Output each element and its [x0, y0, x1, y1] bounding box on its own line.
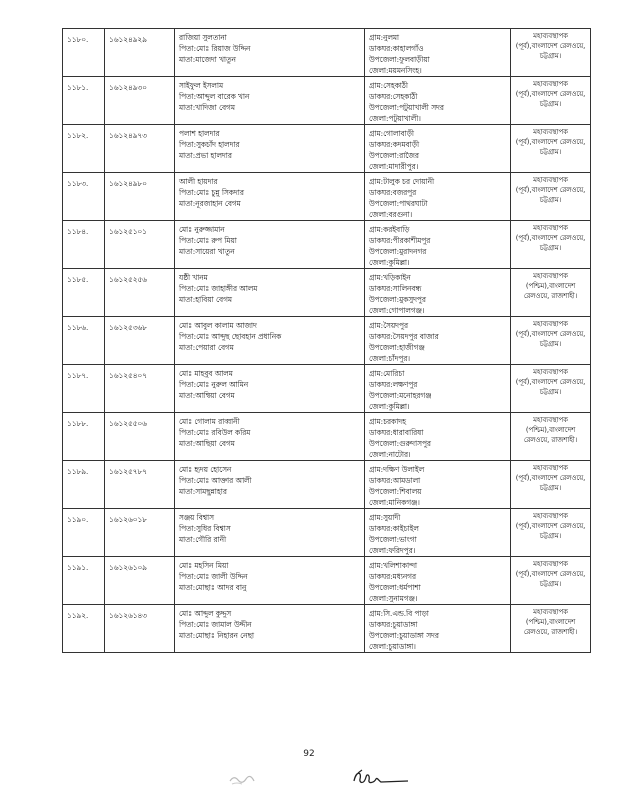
table-row [63, 317, 591, 365]
address-district: জেলা:মাদারীপুর। [369, 162, 419, 171]
candidate-mother: মাতা:সামছুন্নাহার [179, 487, 227, 496]
serial-number: ১১৮৬. [63, 317, 105, 365]
address-upazila: উপজেলা:রাজৈর [369, 151, 419, 160]
posting-office: মহাব্যবস্থাপক (পূর্ব),বাংলাদেশ রেলওয়ে, চট্টগ্রাম। [511, 509, 591, 557]
candidate-father: পিতা:মোঃ রুপ মিয়া [179, 236, 237, 245]
candidate-mother: মাতা:মোছাঃ নিহারন নেছা [179, 631, 255, 640]
roll-number: ১৬১২৪৯২৯ [105, 29, 175, 77]
candidate-father: পিতা:মোঃ আক্তার আলী [179, 476, 252, 485]
address-postoffice: ডাকঘর:আমডালা [369, 476, 421, 485]
candidate-father: পিতা:মোঃ রিয়াজ উদ্দিন [179, 44, 251, 53]
table-row [63, 221, 591, 269]
candidate-father: পিতা:মোঃ রবিউল করিম [179, 428, 251, 437]
roll-number: ১৬১২৬১০৯ [105, 557, 175, 605]
address-upazila: উপজেলা:শিবালয় [369, 487, 422, 496]
address-upazila: উপজেলা:পাথরঘাটা [369, 199, 428, 208]
address-upazila: উপজেলা:ভাংগা [369, 535, 417, 544]
address-upazila: উপজেলা:মনোহরগঞ্জ [369, 391, 432, 400]
candidate-name: মোঃ মহসিন মিয়া [179, 561, 229, 570]
address-postoffice: ডাকঘর:বজরপুর [369, 188, 417, 197]
address-postoffice: ডাকঘর:সৈয়দপুর বাজার [369, 332, 439, 341]
address-postoffice: ডাকঘর:লক্ষণপুর [369, 380, 418, 389]
address-village: গ্রাম:দক্ষিণ উলাইল [369, 465, 425, 474]
roll-number: ১৬১২৪৯৮০ [105, 173, 175, 221]
address-village: গ্রাম:গোলাবাড়ী [369, 129, 414, 138]
address-village: গ্রাম:নুলমা [369, 33, 400, 42]
posting-office: মহাব্যবস্থাপক (পশ্চিম),বাংলাদেশ রেলওয়ে, রাজশাহী। [511, 413, 591, 461]
candidate-name: আলী হায়দার [179, 177, 218, 186]
table-row [63, 461, 591, 509]
address-postoffice: ডাকঘর:চুয়াডাঙ্গা [369, 620, 418, 629]
signature [350, 767, 412, 789]
posting-office: মহাব্যবস্থাপক (পূর্ব),বাংলাদেশ রেলওয়ে, চট্টগ্রাম। [511, 365, 591, 413]
candidate-father: পিতা:সুধির বিশ্বাস [179, 524, 231, 533]
candidate-mother: মাতা:নূরজাহান বেগম [179, 199, 241, 208]
serial-number: ১১৮৭. [63, 365, 105, 413]
candidate-father: পিতা:সুকচাঁদ হালদার [179, 140, 240, 149]
address-village: গ্রাম:সুয়াদী [369, 513, 401, 522]
candidate-details [175, 317, 365, 365]
address-cell [365, 29, 511, 77]
posting-office: মহাব্যবস্থাপক (পশ্চিম),বাংলাদেশ রেলওয়ে, রাজশাহী। [511, 605, 591, 653]
table-row [63, 557, 591, 605]
address-district: জেলা:কুমিল্লা। [369, 402, 410, 411]
address-postoffice: ডাকঘর:সেহকাঠী [369, 92, 418, 101]
table-row [63, 365, 591, 413]
address-upazila: উপজেলা:ফুলবাড়ীয়া [369, 55, 430, 64]
candidate-father: পিতা:মোঃ নুরুল আমিন [179, 380, 249, 389]
roll-number: ১৬১২৫৩৬৮ [105, 317, 175, 365]
address-village: গ্রাম:মোরিচা [369, 369, 405, 378]
address-district: জেলা:সুনামগঞ্জ। [369, 594, 418, 603]
address-district: জেলা:পটুয়াখালী। [369, 114, 421, 123]
candidate-mother: মাতা:সায়েরা খাতুন [179, 247, 235, 256]
candidate-father: পিতা:আব্দুল বারেক খান [179, 92, 250, 101]
candidate-mother: মাতা:আম্বিয়া বেগম [179, 391, 235, 400]
address-district: জেলা:নাটোর। [369, 450, 411, 459]
candidate-details [175, 557, 365, 605]
address-upazila: উপজেলা:গুরুদাসপুর [369, 439, 431, 448]
candidate-father: পিতা:মোঃ চুন্নু সিকদার [179, 188, 244, 197]
candidate-name: মোঃ গোলাম রাব্বানী [179, 417, 240, 426]
candidate-details [175, 365, 365, 413]
address-postoffice: ডাকঘর:কাইচাইল [369, 524, 419, 533]
posting-office: মহাব্যবস্থাপক (পূর্ব),বাংলাদেশ রেলওয়ে, চট্টগ্রাম। [511, 461, 591, 509]
candidate-mother: মাতা:গৌরি রানী [179, 535, 227, 544]
candidate-father: পিতা:মোঃ জামাল উদ্দীন [179, 620, 252, 629]
roll-number: ১৬১২৫১০১ [105, 221, 175, 269]
serial-number: ১১৯১. [63, 557, 105, 605]
serial-number: ১১৯০. [63, 509, 105, 557]
address-district: জেলা:চুয়াডাঙ্গা। [369, 642, 416, 651]
roll-number: ১৬১২৬১৪৩ [105, 605, 175, 653]
address-district: জেলা:ময়মনসিংহ। [369, 66, 422, 75]
serial-number: ১১৯২. [63, 605, 105, 653]
posting-office: মহাব্যবস্থাপক (পূর্ব),বাংলাদেশ রেলওয়ে, চট্টগ্রাম। [511, 29, 591, 77]
address-cell [365, 317, 511, 365]
candidate-mother: মাতা:পেয়ারা বেগম [179, 343, 234, 352]
candidate-mother: মাতা:প্রভা হালদার [179, 151, 232, 160]
candidate-details [175, 77, 365, 125]
candidate-father: পিতা:মোঃ জাহাঙ্গীর আলম [179, 284, 258, 293]
address-district: জেলা:চাঁদপুর। [369, 354, 410, 363]
candidate-name: মোঃ হৃদয় হোসেন [179, 465, 232, 474]
table-row [63, 173, 591, 221]
address-upazila: উপজেলা:পটুয়াখালী সদর [369, 103, 444, 112]
address-postoffice: ডাকঘর:কাহালগাঁও [369, 44, 424, 53]
candidate-table-wrapper [62, 28, 590, 653]
table-row [63, 269, 591, 317]
address-cell [365, 557, 511, 605]
address-village: গ্রাম:চরকাদহ [369, 417, 406, 426]
scan-smudge [228, 772, 256, 786]
address-cell [365, 605, 511, 653]
address-village: গ্রাম:খলিশাকান্দা [369, 561, 418, 570]
posting-office: মহাব্যবস্থাপক (পূর্ব),বাংলাদেশ রেলওয়ে, চট্টগ্রাম। [511, 317, 591, 365]
address-cell [365, 173, 511, 221]
address-village: গ্রাম:সি.এন্ড.বি পাড়া [369, 609, 429, 618]
serial-number: ১১৮৩. [63, 173, 105, 221]
serial-number: ১১৮৮. [63, 413, 105, 461]
candidate-name: সাইফুল ইসলাম [179, 81, 224, 90]
table-row [63, 509, 591, 557]
candidate-name: পলাশ হালদার [179, 129, 220, 138]
address-postoffice: ডাকঘর:ধারাবারিষা [369, 428, 424, 437]
address-village: গ্রাম:টালুক চর দোয়ানী [369, 177, 435, 186]
address-upazila: উপজেলা:মুরাদনগর [369, 247, 427, 256]
posting-office: মহাব্যবস্থাপক (পূর্ব),বাংলাদেশ রেলওয়ে, চট্টগ্রাম। [511, 77, 591, 125]
posting-office: মহাব্যবস্থাপক (পূর্ব),বাংলাদেশ রেলওয়ে, চট্টগ্রাম। [511, 557, 591, 605]
candidate-table [62, 28, 591, 653]
address-village: গ্রাম:সেহকাঠী [369, 81, 408, 90]
address-cell [365, 269, 511, 317]
serial-number: ১১৮৯. [63, 461, 105, 509]
serial-number: ১১৮০. [63, 29, 105, 77]
roll-number: ১৬১২৬০১৮ [105, 509, 175, 557]
table-row [63, 413, 591, 461]
page-number: 92 [303, 749, 315, 759]
candidate-details [175, 461, 365, 509]
serial-number: ১১৮২. [63, 125, 105, 173]
address-upazila: উপজেলা:ধর্মপাশা [369, 583, 421, 592]
table-row [63, 29, 591, 77]
address-postoffice: ডাকঘর:কদমবাড়ী [369, 140, 420, 149]
address-cell [365, 77, 511, 125]
address-cell [365, 509, 511, 557]
address-district: জেলা:গোপালগঞ্জ। [369, 306, 425, 315]
posting-office: মহাব্যবস্থাপক (পূর্ব),বাংলাদেশ রেলওয়ে, চট্টগ্রাম। [511, 221, 591, 269]
address-upazila: উপজেলা:চুয়াডাঙ্গা সদর [369, 631, 439, 640]
candidate-name: যষ্ঠী খানম [179, 273, 208, 282]
address-cell [365, 125, 511, 173]
table-row [63, 125, 591, 173]
address-cell [365, 365, 511, 413]
candidate-name: মোঃ নুরুজ্জামান [179, 225, 225, 234]
posting-office: মহাব্যবস্থাপক (পূর্ব),বাংলাদেশ রেলওয়ে, চট্টগ্রাম। [511, 125, 591, 173]
candidate-mother: মাতা:মোছাঃ আদর বানু [179, 583, 247, 592]
address-upazila: উপজেলা:হাজীগঞ্জ [369, 343, 425, 352]
address-postoffice: ডাকঘর:সালিনবন্ধ [369, 284, 422, 293]
candidate-name: মোঃ আব্দুল কুদ্দুস [179, 609, 232, 618]
address-village: গ্রাম:করইবাড়ি [369, 225, 410, 234]
table-row [63, 77, 591, 125]
serial-number: ১১৮১. [63, 77, 105, 125]
candidate-father: পিতা:মোঃ জালী উদ্দিন [179, 572, 248, 581]
candidate-details [175, 173, 365, 221]
address-postoffice: ডাকঘর:মধ্যনগর [369, 572, 416, 581]
address-district: জেলা:বরগুনা। [369, 210, 413, 219]
address-district: জেলা:মানিকগঞ্জ। [369, 498, 420, 507]
address-village: গ্রাম:সৈয়দপুর [369, 321, 408, 330]
candidate-name: রাজিয়া সুলতানা [179, 33, 227, 42]
candidate-name: সঞ্জয় বিশ্বাস [179, 513, 214, 522]
candidate-mother: মাতা:খাদিজা বেগম [179, 103, 235, 112]
candidate-father: পিতা:মোঃ আব্দুছ ছোবহান প্রধানিক [179, 332, 282, 341]
candidate-details [175, 605, 365, 653]
candidate-details [175, 269, 365, 317]
serial-number: ১১৮৪. [63, 221, 105, 269]
candidate-details [175, 29, 365, 77]
candidate-mother: মাতা:আছিয়া বেগম [179, 439, 235, 448]
roll-number: ১৬১২৫৫০৬ [105, 413, 175, 461]
candidate-name: মোঃ আবুল কালাম আজাদ [179, 321, 257, 330]
roll-number: ১৬১২৪৯৩০ [105, 77, 175, 125]
address-village: গ্রাম:খড়িকাইন [369, 273, 411, 282]
roll-number: ১৬১২৫৪০৭ [105, 365, 175, 413]
candidate-details [175, 509, 365, 557]
table-body [63, 29, 591, 653]
address-upazila: উপজেলা:মুকসুদপুর [369, 295, 426, 304]
roll-number: ১৬১২৪৯৭৩ [105, 125, 175, 173]
candidate-name: মোঃ মাহবুব আলম [179, 369, 233, 378]
candidate-mother: মাতা:মাজেদা খাতুন [179, 55, 236, 64]
serial-number: ১১৮৫. [63, 269, 105, 317]
candidate-details [175, 221, 365, 269]
roll-number: ১৬১২৫৭৮৭ [105, 461, 175, 509]
posting-office: মহাব্যবস্থাপক (পূর্ব),বাংলাদেশ রেলওয়ে, চট্টগ্রাম। [511, 173, 591, 221]
candidate-details [175, 413, 365, 461]
posting-office: মহাব্যবস্থাপক (পশ্চিম),বাংলাদেশ রেলওয়ে, রাজশাহী। [511, 269, 591, 317]
candidate-details [175, 125, 365, 173]
address-cell [365, 221, 511, 269]
address-postoffice: ডাকঘর:পীরকাশীমপুর [369, 236, 431, 245]
roll-number: ১৬১২৫২৫৬ [105, 269, 175, 317]
candidate-mother: মাতা:হাবিয়া বেগম [179, 295, 232, 304]
address-cell [365, 461, 511, 509]
table-row [63, 605, 591, 653]
address-district: জেলা:কুমিল্লা। [369, 258, 410, 267]
address-district: জেলা:ফরিদপুর। [369, 546, 416, 555]
address-cell [365, 413, 511, 461]
